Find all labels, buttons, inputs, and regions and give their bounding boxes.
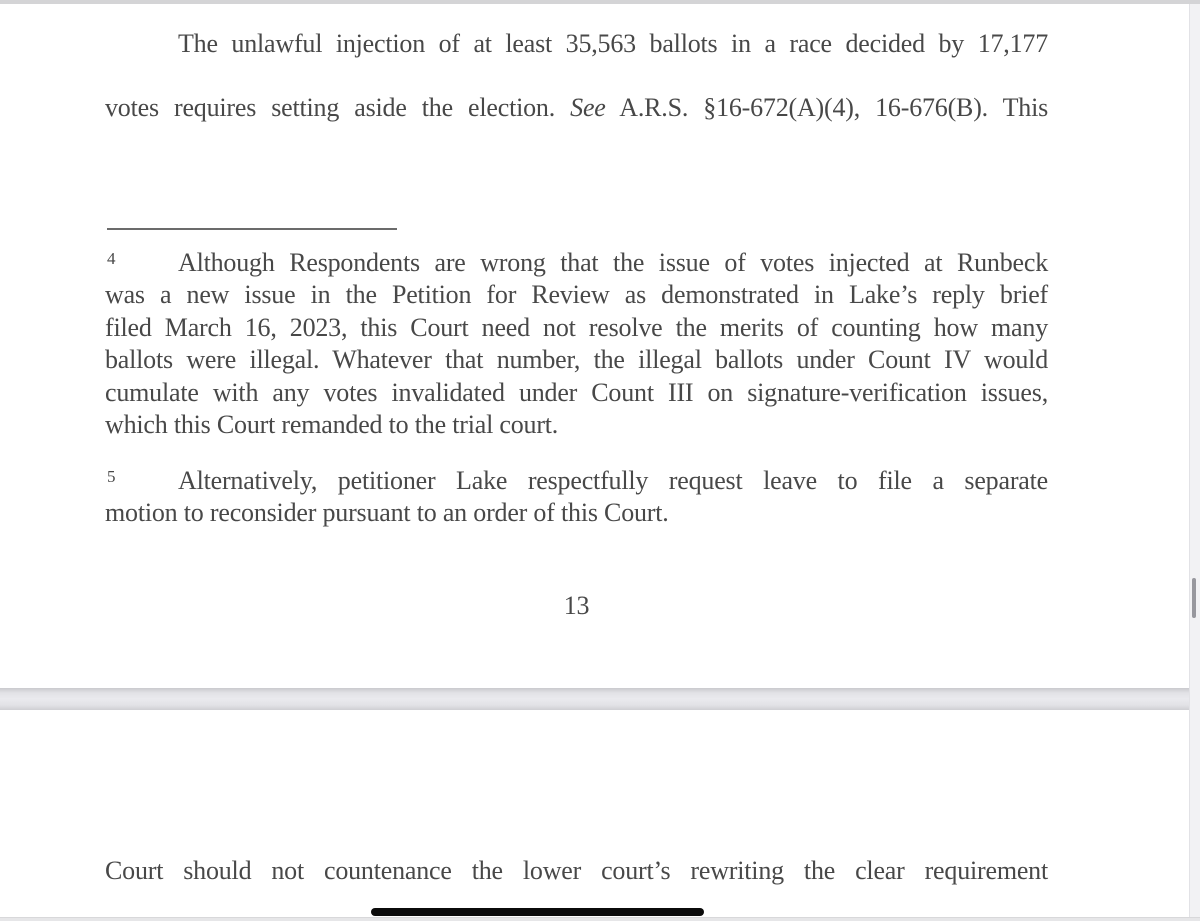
body-line-1: The unlawful injection of at least 35,563 ballots in a race decided by 17,177 — [178, 29, 1048, 58]
footnote-4-line-1 — [105, 247, 1048, 279]
body-paragraph — [105, 12, 1048, 140]
home-indicator[interactable] — [371, 908, 704, 916]
page-gap — [0, 688, 1200, 710]
footnote-5-line-1 — [105, 465, 1048, 497]
body-line-2-see-citation: See — [570, 93, 606, 122]
footnote-4-line-4: ballots were illegal. Whatever that number, the illegal ballots under Count IV would — [105, 345, 1048, 375]
page-number: 13 — [563, 591, 590, 620]
footnote-4-line-3: filed March 16, 2023, this Court need not resolve the merits of counting how many — [105, 312, 1048, 342]
scroll-gutter — [1189, 4, 1200, 917]
footnote-4-line-2: was a new issue in the Petition for Review as demonstrated in Lake’s reply brief — [105, 280, 1048, 310]
footnote-5-line-1-text: Alternatively, petitioner Lake respectfully request leave to file a separate — [178, 466, 1048, 495]
footnote-5 — [105, 465, 1048, 530]
footnote-5-number: 5 — [107, 467, 116, 486]
footnote-4-line-6: which this Court remanded to the trial court. — [105, 410, 559, 440]
scrollbar-thumb[interactable] — [1192, 578, 1196, 618]
body-line-2-after-see: A.R.S. §16-672(A)(4), 16-676(B). This — [605, 93, 1049, 122]
page-14-body-line: Court should not countenance the lower court’s rewriting the clear requirement — [105, 856, 1048, 885]
footnote-4 — [105, 247, 1048, 441]
footnote-4-number: 4 — [107, 249, 116, 268]
footnote-separator — [107, 228, 397, 230]
pdf-page-13 — [0, 4, 1189, 688]
body-line-2 — [105, 76, 1048, 140]
body-line-2-before-see: votes requires setting aside the election. — [105, 93, 571, 122]
bottom-bezel-strip — [0, 917, 1200, 921]
footnote-4-line-5: cumulate with any votes invalidated under Count III on signature-verification issues, — [105, 377, 1048, 407]
footnote-4-line-1-text: Although Respondents are wrong that the issue of votes injected at Runbeck — [178, 248, 1048, 277]
footnote-5-line-2: motion to reconsider pursuant to an order of this Court. — [105, 498, 669, 528]
